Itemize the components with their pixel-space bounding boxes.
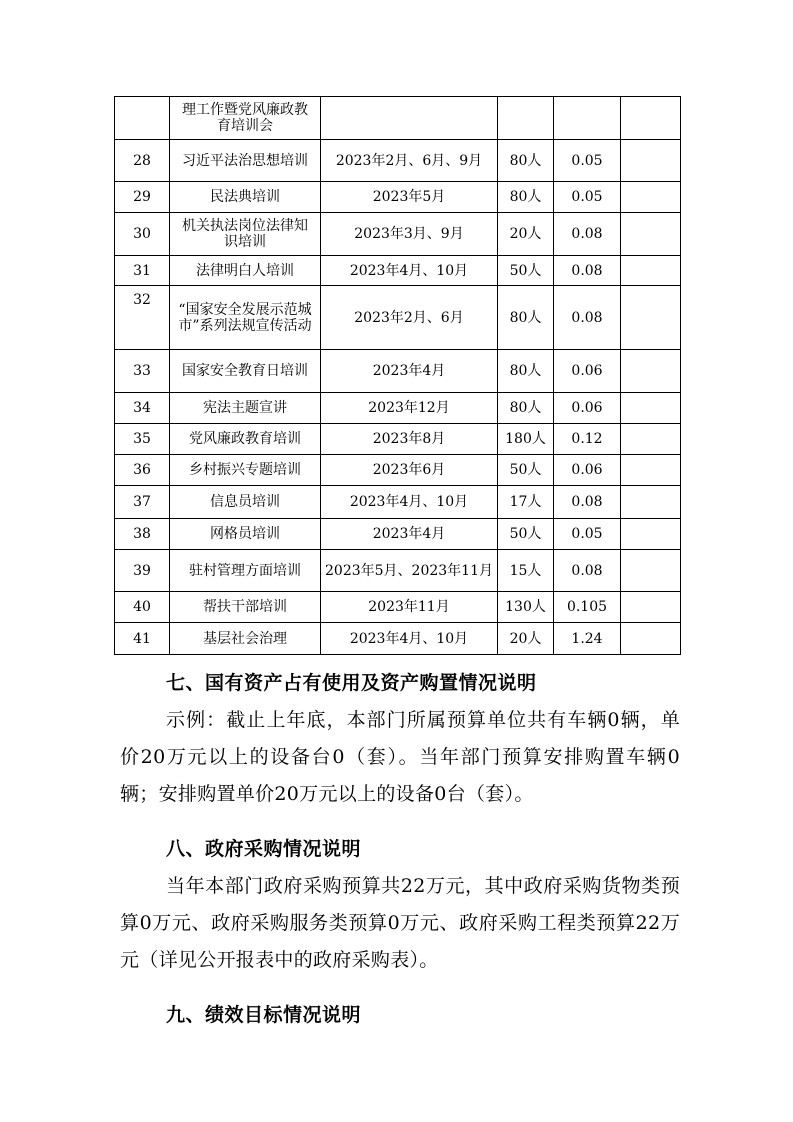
training-name: 党风廉政教育培训 (170, 424, 321, 455)
row-number: 37 (115, 486, 170, 519)
participant-count: 80人 (498, 140, 554, 182)
participant-count: 80人 (498, 182, 554, 213)
training-name: 习近平法治思想培训 (170, 140, 321, 182)
remark-cell (621, 97, 681, 140)
training-name: 民法典培训 (170, 182, 321, 213)
remark-cell (621, 393, 681, 424)
participant-count: 50人 (498, 256, 554, 286)
table-row (115, 182, 681, 213)
budget-amount: 0.06 (554, 455, 621, 486)
table-row (115, 140, 681, 182)
table-row (115, 350, 681, 393)
budget-amount: 0.08 (554, 486, 621, 519)
row-number: 30 (115, 213, 170, 256)
table-row (115, 486, 681, 519)
participant-count: 17人 (498, 486, 554, 519)
training-time: 2023年2月、6月、9月 (321, 140, 498, 182)
remark-cell (621, 350, 681, 393)
participant-count: 80人 (498, 286, 554, 350)
remark-cell (621, 182, 681, 213)
training-budget-table (114, 96, 681, 655)
participant-count: 80人 (498, 393, 554, 424)
training-time: 2023年11月 (321, 592, 498, 623)
training-name: 机关执法岗位法律知识培训 (170, 213, 321, 256)
table-row (115, 550, 681, 592)
table-row (115, 393, 681, 424)
remark-cell (621, 550, 681, 592)
participant-count: 130人 (498, 592, 554, 623)
training-name: 法律明白人培训 (170, 256, 321, 286)
remark-cell (621, 424, 681, 455)
budget-amount: 0.08 (554, 213, 621, 256)
remark-cell (621, 286, 681, 350)
remark-cell (621, 623, 681, 655)
budget-amount: 0.06 (554, 393, 621, 424)
training-time: 2023年4月、10月 (321, 486, 498, 519)
section-paragraph-assets: 示例：截止上年底，本部门所属预算单位共有车辆0辆，单价20万元以上的设备台0（套）。当年部门预算安排购置车辆0辆；安排购置单价20万元以上的设备0台（套）。 (120, 709, 680, 805)
training-time: 2023年5月、2023年11月 (321, 550, 498, 592)
remark-cell (621, 592, 681, 623)
training-time: 2023年4月 (321, 350, 498, 393)
budget-amount (554, 97, 621, 140)
training-name: 宪法主题宣讲 (170, 393, 321, 424)
remark-cell (621, 486, 681, 519)
row-number: 31 (115, 256, 170, 286)
table-row (115, 97, 681, 140)
section-paragraph-procurement: 当年本部门政府采购预算共22万元，其中政府采购货物类预算0万元、政府采购服务类预算0万元、政府采购工程类预算22万元（详见公开报表中的政府采购表）。 (120, 875, 680, 971)
participant-count (498, 97, 554, 140)
table-row (115, 455, 681, 486)
budget-amount: 0.105 (554, 592, 621, 623)
training-time: 2023年4月 (321, 519, 498, 550)
remark-cell (621, 140, 681, 182)
remark-cell (621, 213, 681, 256)
row-number: 41 (115, 623, 170, 655)
table-row (115, 286, 681, 350)
remark-cell (621, 256, 681, 286)
training-time (321, 97, 498, 140)
training-name: “国家安全发展示范城市”系列法规宣传活动 (170, 286, 321, 350)
training-time: 2023年4月、10月 (321, 623, 498, 655)
section-heading-assets: 七、国有资产占有使用及资产购置情况说明 (166, 672, 537, 694)
row-number: 38 (115, 519, 170, 550)
remark-cell (621, 455, 681, 486)
training-name: 信息员培训 (170, 486, 321, 519)
table-row (115, 256, 681, 286)
training-time: 2023年5月 (321, 182, 498, 213)
row-number: 29 (115, 182, 170, 213)
participant-count: 180人 (498, 424, 554, 455)
row-number: 36 (115, 455, 170, 486)
training-time: 2023年2月、6月 (321, 286, 498, 350)
budget-amount: 0.08 (554, 256, 621, 286)
budget-amount: 0.05 (554, 140, 621, 182)
remark-cell (621, 519, 681, 550)
participant-count: 20人 (498, 623, 554, 655)
table-row (115, 213, 681, 256)
training-name: 基层社会治理 (170, 623, 321, 655)
section-heading-performance: 九、绩效目标情况说明 (166, 1004, 362, 1026)
participant-count: 50人 (498, 519, 554, 550)
training-time: 2023年8月 (321, 424, 498, 455)
row-number: 35 (115, 424, 170, 455)
budget-amount: 0.08 (554, 550, 621, 592)
training-time: 2023年6月 (321, 455, 498, 486)
row-number: 33 (115, 350, 170, 393)
row-number (115, 97, 170, 140)
training-name: 驻村管理方面培训 (170, 550, 321, 592)
participant-count: 80人 (498, 350, 554, 393)
participant-count: 50人 (498, 455, 554, 486)
budget-amount: 1.24 (554, 623, 621, 655)
section-heading-procurement: 八、政府采购情况说明 (166, 838, 362, 860)
training-time: 2023年3月、9月 (321, 213, 498, 256)
table-row (115, 623, 681, 655)
training-name: 乡村振兴专题培训 (170, 455, 321, 486)
table-row (115, 519, 681, 550)
budget-amount: 0.08 (554, 286, 621, 350)
row-number: 32 (115, 286, 170, 350)
row-number: 39 (115, 550, 170, 592)
row-number: 28 (115, 140, 170, 182)
training-name: 国家安全教育日培训 (170, 350, 321, 393)
training-name: 帮扶干部培训 (170, 592, 321, 623)
training-time: 2023年12月 (321, 393, 498, 424)
row-number: 34 (115, 393, 170, 424)
training-name: 理工作暨党风廉政教育培训会 (170, 97, 321, 140)
budget-amount: 0.12 (554, 424, 621, 455)
budget-amount: 0.06 (554, 350, 621, 393)
row-number: 40 (115, 592, 170, 623)
participant-count: 20人 (498, 213, 554, 256)
budget-amount: 0.05 (554, 519, 621, 550)
table-row (115, 592, 681, 623)
training-time: 2023年4月、10月 (321, 256, 498, 286)
table-row (115, 424, 681, 455)
budget-amount: 0.05 (554, 182, 621, 213)
training-name: 网格员培训 (170, 519, 321, 550)
participant-count: 15人 (498, 550, 554, 592)
